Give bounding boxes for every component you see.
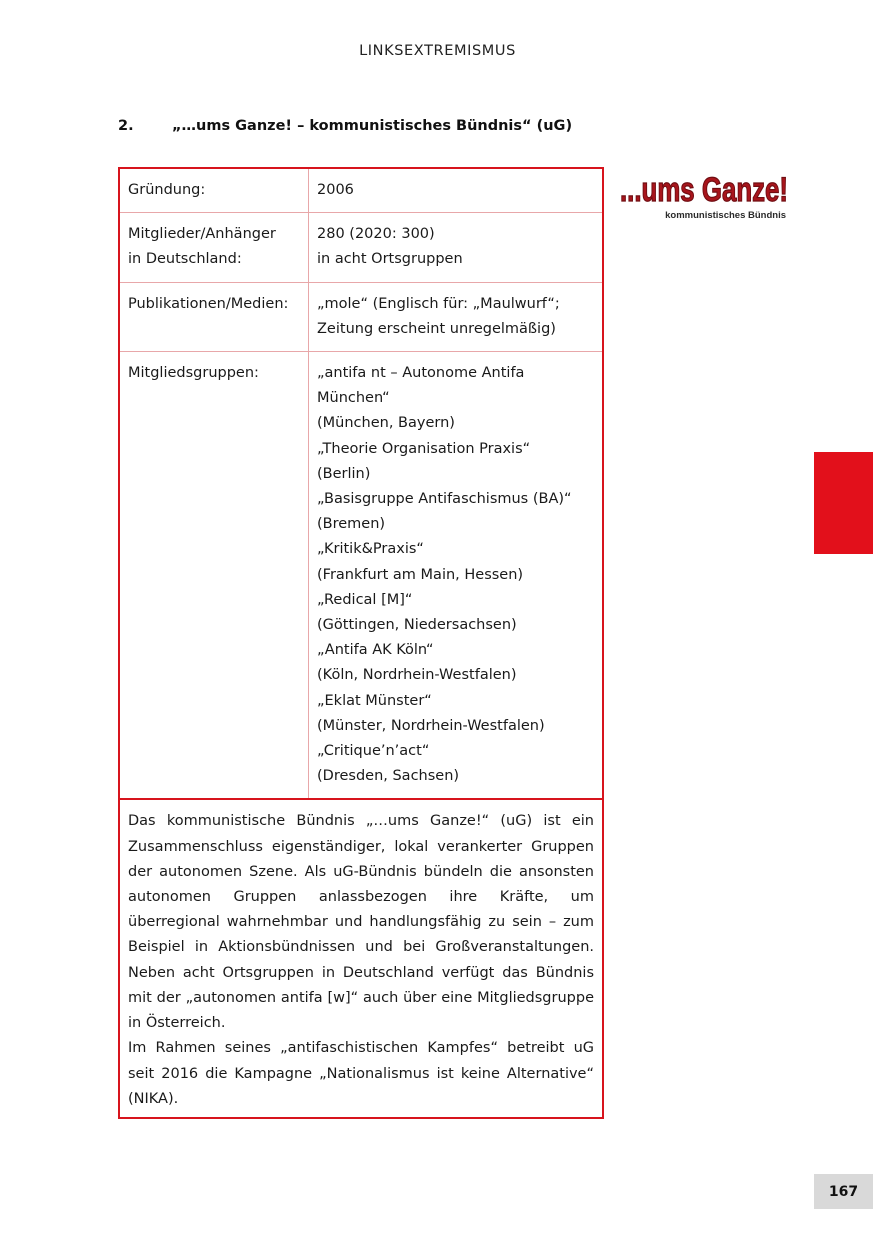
group-location: (Frankfurt am Main, Hessen) <box>317 566 524 583</box>
row-value <box>309 282 604 351</box>
row-value <box>309 352 604 800</box>
group-location: (Berlin) <box>317 465 371 482</box>
group-location: (Göttingen, Niedersachsen) <box>317 617 517 634</box>
value-line: Zeitung erscheint unregelmäßig) <box>317 320 556 337</box>
group-name: „Antifa AK Köln“ <box>317 642 434 659</box>
section-title-text: „…ums Ganze! – kommunistisches Bündnis“ (uG) <box>172 118 573 134</box>
group-name: „Basisgruppe Antifaschismus (BA)“ <box>317 491 572 508</box>
value-line: „mole“ (Englisch für: „Maulwurf“; <box>317 295 560 312</box>
ums-ganze-logo <box>618 165 790 225</box>
group-location: (Köln, Nordrhein-Westfalen) <box>317 667 517 684</box>
label-line: Mitglieder/Anhänger <box>128 226 276 243</box>
value-line: in acht Ortsgruppen <box>317 251 463 268</box>
group-name: „Eklat Münster“ <box>317 692 432 709</box>
row-label <box>119 282 309 351</box>
info-table <box>118 167 604 1119</box>
logo-outline: ...ums Ganze! <box>620 171 788 209</box>
value-line: 2006 <box>317 182 354 198</box>
group-location: (Münster, Nordrhein-Westfalen) <box>317 717 545 734</box>
page-number: 167 <box>814 1174 873 1209</box>
logo-main-text: ...ums Ganze! <box>620 171 788 209</box>
description-cell <box>119 799 603 1117</box>
group-name: „Kritik&Praxis“ <box>317 541 424 558</box>
logo-sub-text: kommunistisches Bündnis <box>665 210 786 221</box>
group-location: (Bremen) <box>317 516 386 533</box>
group-location: (Dresden, Sachsen) <box>317 768 460 785</box>
label-line: Gründung: <box>128 182 206 198</box>
group-name: „Theorie Organisation Praxis“ <box>317 440 531 457</box>
group-location: (München, Bayern) <box>317 415 455 432</box>
chapter-tab-marker <box>814 452 873 554</box>
running-header: LINKSEXTREMISMUS <box>359 43 516 59</box>
row-label <box>119 213 309 282</box>
row-label <box>119 352 309 800</box>
value-line: 280 (2020: 300) <box>317 226 435 243</box>
row-value <box>309 168 604 213</box>
description-paragraph: Im Rahmen seines „antifaschistischen Kampfes“ betreibt uG seit 2016 die Kampagne „Nationalismus ist keine Alternative“ (NIKA). <box>128 1040 594 1107</box>
label-line: Mitgliedsgruppen: <box>128 365 259 382</box>
group-name: „Critique’n’act“ <box>317 743 430 760</box>
section-heading <box>118 118 572 134</box>
label-line: Publikationen/Medien: <box>128 295 289 312</box>
group-name: „antifa nt – Autonome Antifa München“ <box>317 365 525 407</box>
row-label <box>119 168 309 213</box>
description-paragraph: Das kommunistische Bündnis „…ums Ganze!“ (uG) ist ein Zusammenschluss eigenständiger, lokal verankerter Gruppen der autonomen Szene. Als uG-Bündnis bündeln die ansonsten autonomen Gruppen anlassbezogen ihre Kräfte, um überregional wahrnehmbar und handlungsfähig zu sein – zum Beispiel in Aktionsbündnissen und bei Großveranstaltungen. Neben acht Ortsgruppen in Deutschland verfügt das Bündnis mit der „autonomen antifa [w]“ auch über eine Mitgliedsgruppe in Österreich. <box>128 813 594 1032</box>
table-row-members <box>119 213 603 282</box>
table-row-publications <box>119 282 603 351</box>
table-row-founding <box>119 168 603 213</box>
label-line: in Deutschland: <box>128 251 242 268</box>
section-number: 2. <box>118 118 134 134</box>
table-row-description <box>119 799 603 1117</box>
group-name: „Redical [M]“ <box>317 591 413 608</box>
row-value <box>309 213 604 282</box>
table-row-member-groups <box>119 352 603 800</box>
